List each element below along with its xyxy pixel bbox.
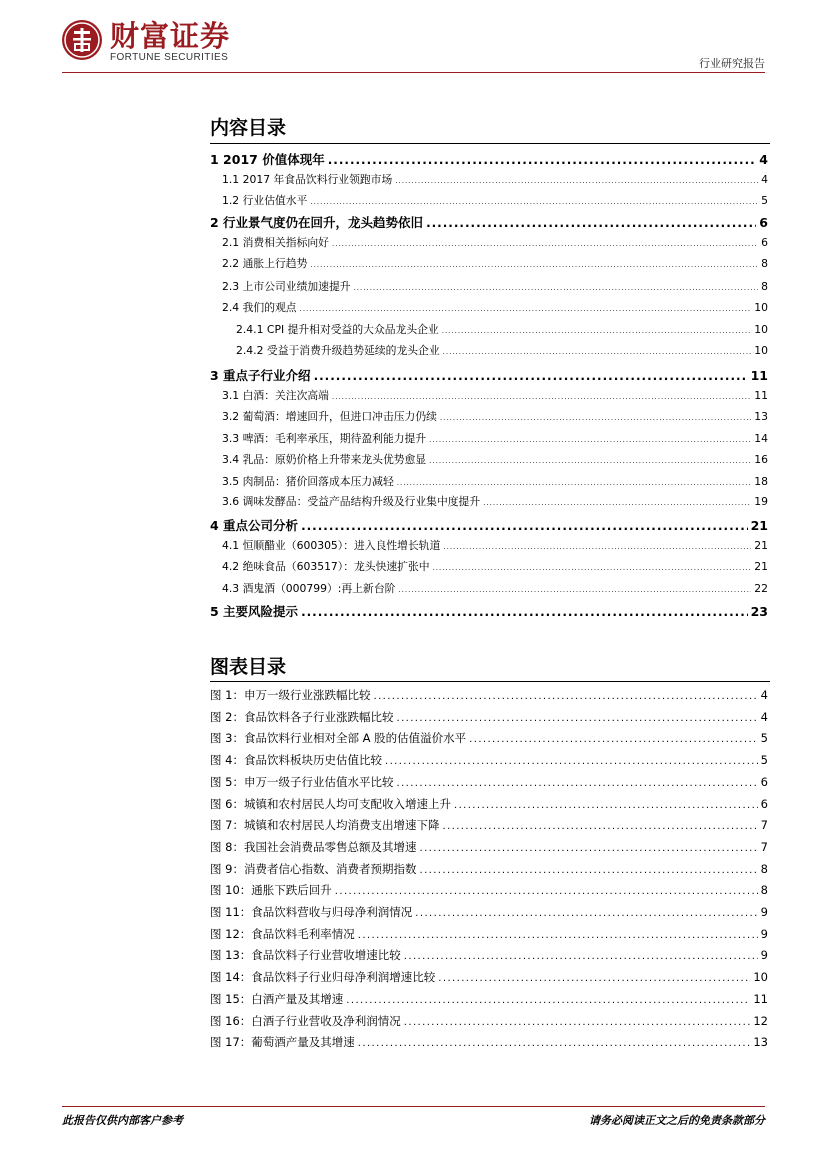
figure-entry-title: 图 13：食品饮料子行业营收增速比较 bbox=[210, 948, 401, 963]
toc-entry-title: 5 主要风险提示 bbox=[210, 604, 299, 619]
toc-entry[interactable] bbox=[222, 538, 768, 558]
dot-leader bbox=[395, 177, 758, 185]
figure-entry-title: 图 3：食品饮料行业相对全部 A 股的估值溢价水平 bbox=[210, 731, 467, 746]
dot-leader bbox=[335, 886, 758, 897]
toc-title-rule bbox=[210, 143, 770, 144]
toc-entry-title: 3.2 葡萄酒：增速回升，但进口冲击压力仍续 bbox=[222, 410, 437, 423]
toc-entry[interactable] bbox=[210, 602, 768, 622]
dot-leader bbox=[438, 973, 750, 984]
toc-entry-page: 19 bbox=[754, 495, 768, 508]
figure-entry-title: 图 7：城镇和农村居民人均消费支出增速下降 bbox=[210, 818, 440, 833]
toc-entry-title: 3 重点子行业介绍 bbox=[210, 368, 311, 383]
dot-leader bbox=[415, 908, 757, 919]
toc-entry-title: 2.4 我们的观点 bbox=[222, 301, 297, 314]
dot-leader bbox=[433, 564, 752, 572]
figure-entry-page: 11 bbox=[753, 991, 768, 1006]
toc-entry-page: 10 bbox=[754, 323, 768, 336]
toc-entry[interactable] bbox=[222, 581, 768, 601]
toc-title: 内容目录 bbox=[210, 117, 287, 139]
dot-leader bbox=[429, 436, 751, 444]
toc-entry-title: 2.4.1 CPI 提升相对受益的大众品龙头企业 bbox=[236, 323, 439, 336]
toc-entry-page: 4 bbox=[759, 152, 768, 167]
toc-entry[interactable] bbox=[210, 213, 768, 233]
dot-leader bbox=[310, 198, 758, 206]
figure-entry-title: 图 17：葡萄酒产量及其增速 bbox=[210, 1035, 355, 1050]
figure-entry-page: 9 bbox=[760, 905, 768, 919]
toc-entry-title: 1.1 2017 年食品饮料行业领跑市场 bbox=[222, 173, 393, 186]
dot-leader bbox=[469, 734, 758, 745]
toc-entry-title: 3.1 白酒：关注次高端 bbox=[222, 389, 329, 402]
figure-entry-title: 图 5：申万一级子行业估值水平比较 bbox=[210, 774, 394, 789]
figure-entry[interactable] bbox=[210, 1034, 768, 1054]
figure-entry[interactable] bbox=[210, 904, 768, 924]
header-divider bbox=[62, 72, 765, 73]
toc-entry[interactable] bbox=[210, 150, 768, 170]
footer-disclaimer-right: 请务必阅读正文之后的免责条款部分 bbox=[589, 1114, 765, 1127]
figure-entry[interactable] bbox=[210, 709, 768, 729]
report-type: 行业研究报告 bbox=[699, 57, 765, 70]
toc-entry-page: 23 bbox=[750, 604, 768, 619]
toc-entry[interactable] bbox=[222, 388, 768, 408]
figure-entry-title: 图 9：消费者信心指数、消费者预期指数 bbox=[210, 861, 417, 876]
dot-leader bbox=[483, 499, 751, 507]
toc-entry-page: 18 bbox=[754, 475, 768, 488]
figure-entry[interactable] bbox=[210, 969, 768, 989]
toc-entry-title: 3.5 肉制品：猪价回落成本压力减轻 bbox=[222, 475, 394, 488]
figure-entry[interactable] bbox=[210, 991, 768, 1011]
toc-entry[interactable] bbox=[222, 494, 768, 514]
dot-leader bbox=[443, 348, 752, 356]
figure-entry-page: 7 bbox=[760, 818, 768, 833]
toc-entry[interactable] bbox=[222, 452, 768, 472]
toc-entry-page: 22 bbox=[754, 582, 768, 595]
figure-entry-page: 4 bbox=[760, 688, 768, 702]
figure-entry[interactable] bbox=[210, 1013, 768, 1033]
toc-entry-page: 21 bbox=[754, 560, 768, 573]
toc-entry-title: 2.2 通胀上行趋势 bbox=[222, 257, 308, 270]
dot-leader bbox=[354, 284, 759, 292]
toc-entry-title: 3.3 啤酒：毛利率承压，期待盈利能力提升 bbox=[222, 432, 427, 445]
toc-entry[interactable] bbox=[222, 474, 768, 494]
toc-entry-title: 1 2017 价值体现年 bbox=[210, 152, 325, 167]
dot-leader bbox=[454, 800, 758, 811]
dot-leader bbox=[440, 414, 751, 422]
dot-leader bbox=[442, 821, 757, 832]
toc-entry-page: 13 bbox=[754, 410, 768, 423]
toc-entry-page: 10 bbox=[754, 344, 768, 357]
figure-entry[interactable] bbox=[210, 774, 768, 794]
toc-entry-page: 4 bbox=[761, 173, 768, 186]
figure-entry-page: 5 bbox=[760, 753, 768, 768]
figure-entry-page: 8 bbox=[760, 883, 768, 898]
figure-entry-title: 图 14：食品饮料子行业归母净利润增速比较 bbox=[210, 970, 436, 985]
dot-leader bbox=[346, 995, 750, 1006]
dot-leader bbox=[396, 778, 757, 789]
toc-entry-page: 10 bbox=[754, 301, 768, 314]
dot-leader bbox=[300, 305, 752, 313]
toc-entry-title: 3.6 调味发酵品：受益产品结构升级及行业集中度提升 bbox=[222, 495, 481, 508]
figure-entry-title: 图 11：食品饮料营收与归母净利润情况 bbox=[210, 905, 413, 919]
figure-entry-page: 9 bbox=[760, 948, 768, 963]
toc-entry[interactable] bbox=[236, 322, 768, 342]
dot-leader bbox=[301, 605, 748, 619]
toc-entry[interactable] bbox=[222, 559, 768, 579]
figure-entry-page: 13 bbox=[753, 1035, 768, 1050]
toc-entry-page: 11 bbox=[750, 368, 768, 383]
toc-entry-title: 3.4 乳品：原奶价格上升带来龙头优势愈显 bbox=[222, 453, 427, 466]
toc-entry-title: 4.3 酒鬼酒（000799）:再上新台阶 bbox=[222, 582, 396, 595]
toc-entry[interactable] bbox=[222, 256, 768, 276]
brand-name-en: FORTUNE SECURITIES bbox=[110, 52, 229, 63]
toc-entry-title: 1.2 行业估值水平 bbox=[222, 194, 308, 207]
dot-leader bbox=[404, 1017, 751, 1028]
figure-entry[interactable] bbox=[210, 861, 768, 881]
dot-leader bbox=[396, 713, 757, 724]
brand-name-cn: 财富证券 bbox=[110, 19, 231, 53]
figure-entry-page: 7 bbox=[760, 839, 768, 854]
footer-disclaimer-left: 此报告仅供内部客户参考 bbox=[62, 1114, 183, 1127]
dot-leader bbox=[426, 216, 756, 230]
toc-entry-title: 4.1 恒顺醋业（600305）：进入良性增长轨道 bbox=[222, 539, 441, 552]
figure-entry-title: 图 4：食品饮料板块历史估值比较 bbox=[210, 753, 382, 768]
toc-entry[interactable] bbox=[222, 193, 768, 213]
toc-entry-page: 11 bbox=[754, 389, 768, 402]
figure-entry-page: 12 bbox=[753, 1013, 768, 1028]
dot-leader bbox=[358, 1038, 751, 1049]
dot-leader bbox=[397, 479, 751, 487]
toc-entry[interactable] bbox=[222, 279, 768, 299]
figure-entry-title: 图 1：申万一级行业涨跌幅比较 bbox=[210, 688, 371, 702]
figure-entry-page: 6 bbox=[760, 796, 768, 811]
figure-entry[interactable] bbox=[210, 817, 768, 837]
dot-leader bbox=[385, 756, 758, 767]
toc-entry[interactable] bbox=[222, 235, 768, 255]
dot-leader bbox=[398, 586, 751, 594]
dot-leader bbox=[310, 261, 758, 269]
figure-entry[interactable] bbox=[210, 926, 768, 946]
figure-entry-page: 8 bbox=[760, 861, 768, 876]
toc-entry[interactable] bbox=[222, 172, 768, 192]
toc-entry-title: 2 行业景气度仍在回升，龙头趋势依旧 bbox=[210, 215, 424, 230]
figure-entry-page: 10 bbox=[753, 970, 768, 985]
dot-leader bbox=[419, 843, 757, 854]
toc-entry-page: 5 bbox=[761, 194, 768, 207]
toc-entry-page: 21 bbox=[754, 539, 768, 552]
figure-entry[interactable] bbox=[210, 839, 768, 859]
figure-entry-title: 图 15：白酒产量及其增速 bbox=[210, 991, 344, 1006]
figure-entry-page: 9 bbox=[760, 926, 768, 941]
figure-entry-title: 图 10：通胀下跌后回升 bbox=[210, 883, 332, 898]
dot-leader bbox=[301, 519, 748, 533]
toc-entry[interactable] bbox=[210, 366, 768, 386]
dot-leader bbox=[429, 457, 751, 465]
figure-entry[interactable] bbox=[210, 730, 768, 750]
toc-entry-page: 16 bbox=[754, 453, 768, 466]
toc-entry-title: 2.1 消费相关指标向好 bbox=[222, 236, 329, 249]
dot-leader bbox=[443, 543, 751, 551]
figure-entry[interactable] bbox=[210, 882, 768, 902]
dot-leader bbox=[373, 691, 757, 702]
footer-divider bbox=[62, 1106, 765, 1107]
toc-entry-page: 6 bbox=[759, 215, 768, 230]
dot-leader bbox=[442, 327, 752, 335]
toc-entry[interactable] bbox=[222, 431, 768, 451]
dot-leader bbox=[358, 930, 758, 941]
dot-leader bbox=[314, 369, 748, 383]
figure-entry-title: 图 2：食品饮料各子行业涨跌幅比较 bbox=[210, 709, 394, 724]
page-header bbox=[0, 0, 827, 80]
dot-leader bbox=[328, 153, 757, 167]
figures-title-rule bbox=[210, 681, 770, 682]
toc-entry-title: 4 重点公司分析 bbox=[210, 518, 299, 533]
figure-entry[interactable] bbox=[210, 796, 768, 816]
figure-entry-title: 图 6：城镇和农村居民人均可支配收入增速上升 bbox=[210, 796, 451, 811]
fortune-securities-logo-icon bbox=[62, 20, 102, 60]
figure-entry-title: 图 8：我国社会消费品零售总额及其增速 bbox=[210, 839, 417, 854]
toc-entry-title: 2.3 上市公司业绩加速提升 bbox=[222, 280, 351, 293]
figure-entry[interactable] bbox=[210, 947, 768, 967]
toc-entry-page: 14 bbox=[754, 432, 768, 445]
figure-entry-page: 5 bbox=[760, 731, 768, 746]
figures-title: 图表目录 bbox=[210, 656, 287, 678]
toc-entry[interactable] bbox=[210, 516, 768, 536]
toc-entry[interactable] bbox=[236, 343, 768, 363]
toc-entry[interactable] bbox=[222, 300, 768, 320]
figure-entry[interactable] bbox=[210, 752, 768, 772]
figure-entry[interactable] bbox=[210, 687, 768, 707]
toc-entry-page: 6 bbox=[761, 236, 768, 249]
figure-entry-page: 4 bbox=[760, 709, 768, 724]
toc-entry-page: 8 bbox=[761, 257, 768, 270]
figure-entry-page: 6 bbox=[760, 774, 768, 789]
toc-entry-title: 4.2 绝味食品（603517）：龙头快速扩张中 bbox=[222, 560, 430, 573]
dot-leader bbox=[332, 240, 758, 248]
toc-entry-page: 21 bbox=[750, 518, 768, 533]
dot-leader bbox=[332, 393, 751, 401]
toc-entry[interactable] bbox=[222, 409, 768, 429]
figure-entry-title: 图 12：食品饮料毛利率情况 bbox=[210, 926, 355, 941]
dot-leader bbox=[404, 951, 758, 962]
toc-entry-title: 2.4.2 受益于消费升级趋势延续的龙头企业 bbox=[236, 344, 440, 357]
figure-entry-title: 图 16：白酒子行业营收及净利润情况 bbox=[210, 1013, 401, 1028]
dot-leader bbox=[419, 865, 757, 876]
toc-entry-page: 8 bbox=[761, 280, 768, 293]
